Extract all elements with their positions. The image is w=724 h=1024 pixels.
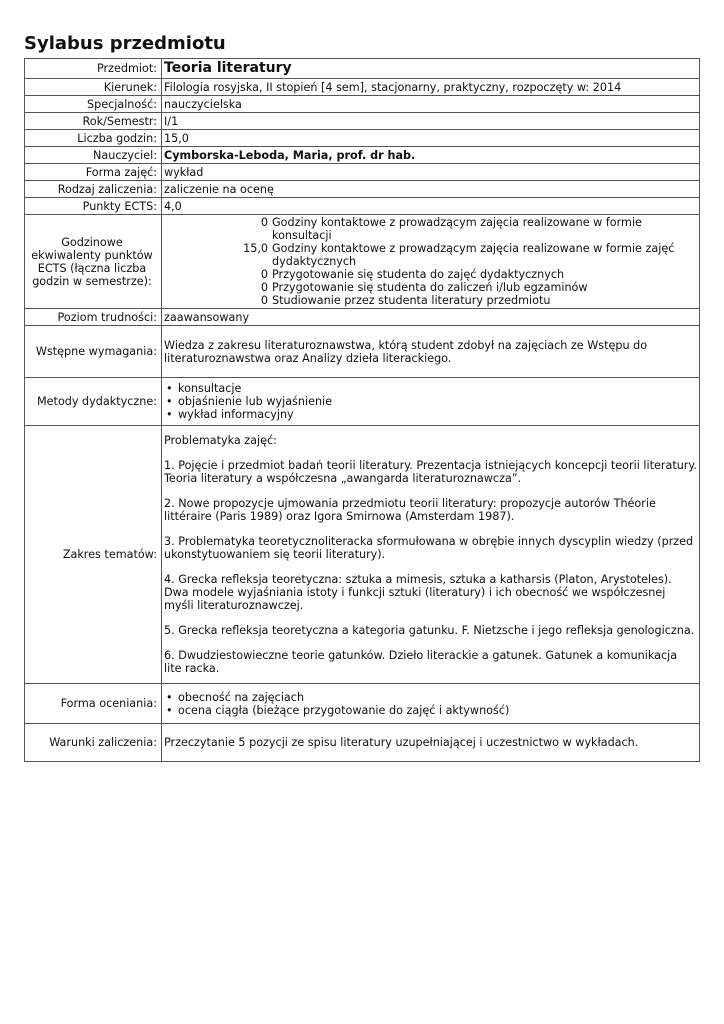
topic-paragraph: 5. Grecka refleksja teoretyczna a kategoria gatunku. F. Nietzsche i jego refleksja genologiczna.	[164, 624, 695, 637]
row-metody	[25, 378, 700, 426]
value-specjalnosc: nauczycielska	[162, 96, 700, 113]
value-rok: I/1	[162, 113, 700, 130]
label-ects: Punkty ECTS:	[25, 198, 162, 215]
value-godziny: 15,0	[162, 130, 700, 147]
list-item: • konsultacje	[178, 382, 697, 395]
ects-item: 0 Przygotowanie się studenta do zajęć dydaktycznych	[260, 268, 565, 281]
label-poziom: Poziom trudności:	[25, 309, 162, 326]
value-ects: 4,0	[162, 198, 700, 215]
value-wymagania: Wiedza z zakresu literaturoznawstwa, którą student zdobył na zajęciach ze Wstępu do literaturoznawstwa oraz Analizy dzieła literackiego.	[162, 326, 700, 378]
list-item: • obecność na zajęciach	[178, 691, 697, 704]
topic-paragraph: 4. Grecka refleksja teoretyczna: sztuka a mimesis, sztuka a katharsis (Platon, Arystoteles). Dwa modele wyjaśniania istoty i funkcji sztuki (literatury) i ich obecność we współczesnej myśli literaturoznawczej.	[164, 573, 672, 612]
label-nauczyciel: Nauczyciel:	[25, 147, 162, 164]
row-poziom	[25, 309, 700, 326]
row-ekwiwalenty	[25, 215, 700, 309]
ects-item: 15,0 Godziny kontaktowe z prowadzącym zajęcia realizowane w formie zajęć dydaktycznych	[243, 242, 675, 268]
value-zakres	[162, 426, 700, 684]
ects-item: 0 Studiowanie przez studenta literatury przedmiotu	[260, 294, 551, 307]
label-rok: Rok/Semestr:	[25, 113, 162, 130]
row-wymagania	[25, 326, 700, 378]
row-specjalnosc	[25, 96, 700, 113]
page-title: Sylabus przedmiotu	[24, 33, 226, 54]
label-specjalnosc: Specjalność:	[25, 96, 162, 113]
label-forma: Forma zajęć:	[25, 164, 162, 181]
value-kierunek: Filologia rosyjska, II stopień [4 sem], stacjonarny, praktyczny, rozpoczęty w: 2014	[162, 79, 700, 96]
row-zaliczenie	[25, 181, 700, 198]
syllabus-table	[24, 58, 700, 762]
label-przedmiot: Przedmiot:	[25, 59, 162, 79]
label-wymagania: Wstępne wymagania:	[25, 326, 162, 378]
label-zaliczenie: Rodzaj zaliczenia:	[25, 181, 162, 198]
value-nauczyciel: Cymborska-Leboda, Maria, prof. dr hab.	[162, 147, 700, 164]
label-godziny: Liczba godzin:	[25, 130, 162, 147]
ects-item: 0 Przygotowanie się studenta do zaliczeń i/lub egzaminów	[260, 281, 588, 294]
metody-list	[164, 382, 697, 421]
value-warunki: Przeczytanie 5 pozycji ze spisu literatury uzupełniającej i uczestnictwo w wykładach.	[162, 724, 700, 762]
topic-paragraph: 2. Nowe propozycje ujmowania przedmiotu teorii literatury: propozycje autorów Théorie littéraire (Paris 1989) oraz Igora Smirnowa (Amsterdam 1987).	[164, 497, 656, 523]
list-item: • ocena ciągła (bieżące przygotowanie do zajęć i aktywność)	[178, 704, 697, 717]
row-kierunek	[25, 79, 700, 96]
row-forma	[25, 164, 700, 181]
value-forma: wykład	[162, 164, 700, 181]
list-item: • wykład informacyjny	[178, 408, 697, 421]
label-zakres: Zakres tematów:	[25, 426, 162, 684]
value-zaliczenie: zaliczenie na ocenę	[162, 181, 700, 198]
course-title: Teoria literatury	[162, 59, 700, 79]
ects-item: 0 Godziny kontaktowe z prowadzącym zajęcia realizowane w formie konsultacji	[260, 216, 642, 242]
label-ocenianie: Forma oceniania:	[25, 684, 162, 724]
value-ocenianie	[162, 684, 700, 724]
row-rok	[25, 113, 700, 130]
list-item: • objaśnienie lub wyjaśnienie	[178, 395, 697, 408]
ocenianie-list	[164, 691, 697, 717]
topic-paragraph: Problematyka zajęć:	[164, 434, 277, 447]
label-metody: Metody dydaktyczne:	[25, 378, 162, 426]
label-kierunek: Kierunek:	[25, 79, 162, 96]
value-ekwiwalenty	[162, 215, 700, 309]
value-poziom: zaawansowany	[162, 309, 700, 326]
value-metody	[162, 378, 700, 426]
row-godziny	[25, 130, 700, 147]
row-zakres	[25, 426, 700, 684]
row-przedmiot	[25, 59, 700, 79]
topic-paragraph: 6. Dwudziestowieczne teorie gatunków. Dzieło literackie a gatunek. Gatunek a komunikacja lite racka.	[164, 649, 678, 675]
row-nauczyciel	[25, 147, 700, 164]
label-warunki: Warunki zaliczenia:	[25, 724, 162, 762]
row-ects	[25, 198, 700, 215]
row-warunki	[25, 724, 700, 762]
topic-paragraph: 3. Problematyka teoretycznoliteracka sformułowana w obrębie innych dyscyplin wiedzy (przed ukonstytuowaniem się teorii literatury).	[164, 535, 694, 561]
topic-paragraph: 1. Pojęcie i przedmiot badań teorii literatury. Prezentacja istniejących koncepcji teorii literatury. Teoria literatury a współczesna „awangarda literaturoznawcza”.	[164, 459, 697, 485]
label-ekwiwalenty: Godzinowe ekwiwalenty punktów ECTS (łączna liczba godzin w semestrze):	[25, 215, 162, 309]
row-ocenianie	[25, 684, 700, 724]
